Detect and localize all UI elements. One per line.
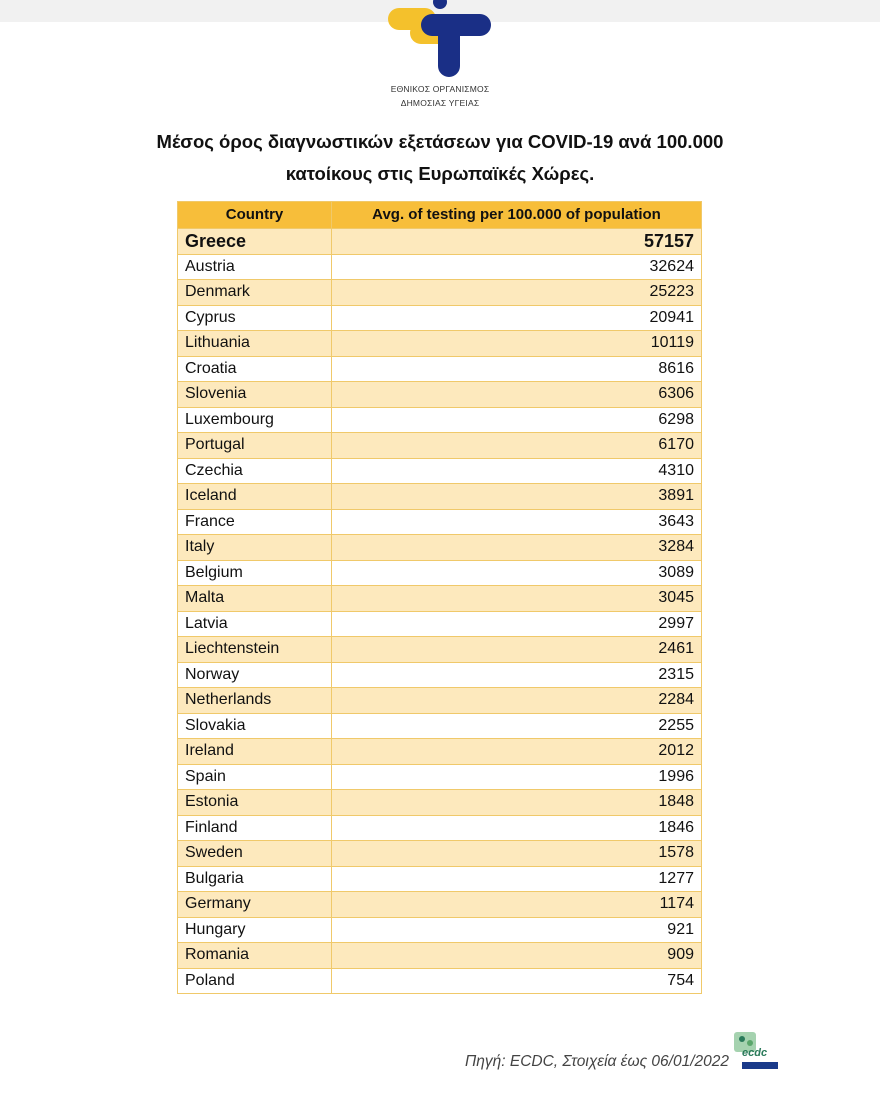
table-row <box>178 331 702 357</box>
country-cell: Slovenia <box>178 382 332 408</box>
testing-value-cell: 2284 <box>332 688 702 714</box>
country-cell: Lithuania <box>178 331 332 357</box>
table-row <box>178 382 702 408</box>
testing-value-cell: 6306 <box>332 382 702 408</box>
table-row <box>178 943 702 969</box>
table-row <box>178 356 702 382</box>
testing-value-cell: 921 <box>332 917 702 943</box>
eody-logo <box>380 0 500 82</box>
testing-value-cell: 754 <box>332 968 702 994</box>
country-cell: Spain <box>178 764 332 790</box>
testing-value-cell: 6170 <box>332 433 702 459</box>
testing-value-cell: 2315 <box>332 662 702 688</box>
table-row <box>178 841 702 867</box>
testing-value-cell: 3643 <box>332 509 702 535</box>
table-row <box>178 764 702 790</box>
table-row <box>178 815 702 841</box>
country-cell: Slovakia <box>178 713 332 739</box>
country-cell: Poland <box>178 968 332 994</box>
country-cell: Germany <box>178 892 332 918</box>
country-cell: Belgium <box>178 560 332 586</box>
testing-value-cell: 20941 <box>332 305 702 331</box>
testing-value-cell: 1277 <box>332 866 702 892</box>
testing-value-cell: 1578 <box>332 841 702 867</box>
country-cell: Austria <box>178 254 332 280</box>
logo-dot <box>433 0 447 9</box>
testing-value-cell: 3284 <box>332 535 702 561</box>
column-header-avg-testing: Avg. of testing per 100.000 of population <box>332 202 702 229</box>
table-row <box>178 433 702 459</box>
country-cell: Liechtenstein <box>178 637 332 663</box>
table-row <box>178 586 702 612</box>
testing-value-cell: 909 <box>332 943 702 969</box>
country-cell: Finland <box>178 815 332 841</box>
testing-value-cell: 57157 <box>332 229 702 255</box>
table-row <box>178 560 702 586</box>
testing-value-cell: 2012 <box>332 739 702 765</box>
testing-value-cell: 1848 <box>332 790 702 816</box>
country-cell: Greece <box>178 229 332 255</box>
table-row <box>178 229 702 255</box>
testing-value-cell: 3089 <box>332 560 702 586</box>
table-header-row <box>178 202 702 229</box>
table-row <box>178 968 702 994</box>
org-name-line1: ΕΘΝΙΚΟΣ ΟΡΓΑΝΙΣΜΟΣ <box>390 84 490 94</box>
page-title-line1: Μέσος όρος διαγνωστικών εξετάσεων για COVID-19 ανά 100.000 <box>156 131 724 152</box>
table-row <box>178 713 702 739</box>
testing-value-cell: 10119 <box>332 331 702 357</box>
country-cell: Malta <box>178 586 332 612</box>
table-row <box>178 917 702 943</box>
country-cell: Luxembourg <box>178 407 332 433</box>
country-cell: Czechia <box>178 458 332 484</box>
table-row <box>178 305 702 331</box>
country-cell: Cyprus <box>178 305 332 331</box>
country-cell: Romania <box>178 943 332 969</box>
country-cell: Hungary <box>178 917 332 943</box>
table-row <box>178 790 702 816</box>
table-row <box>178 637 702 663</box>
logo-blue-shape <box>421 14 491 77</box>
table-row <box>178 662 702 688</box>
testing-value-cell: 1996 <box>332 764 702 790</box>
table-row <box>178 535 702 561</box>
source-note: Πηγή: ECDC, Στοιχεία έως 06/01/2022 <box>465 1053 729 1070</box>
table-row <box>178 458 702 484</box>
table-row <box>178 739 702 765</box>
testing-value-cell: 1174 <box>332 892 702 918</box>
country-cell: Portugal <box>178 433 332 459</box>
table-row <box>178 866 702 892</box>
table-row <box>178 280 702 306</box>
testing-value-cell: 2461 <box>332 637 702 663</box>
testing-value-cell: 2997 <box>332 611 702 637</box>
testing-value-cell: 2255 <box>332 713 702 739</box>
country-cell: France <box>178 509 332 535</box>
country-cell: Denmark <box>178 280 332 306</box>
testing-value-cell: 8616 <box>332 356 702 382</box>
country-cell: Ireland <box>178 739 332 765</box>
testing-value-cell: 1846 <box>332 815 702 841</box>
table-row <box>178 509 702 535</box>
testing-value-cell: 32624 <box>332 254 702 280</box>
testing-value-cell: 6298 <box>332 407 702 433</box>
table-row <box>178 611 702 637</box>
country-cell: Latvia <box>178 611 332 637</box>
table-row <box>178 254 702 280</box>
column-header-country: Country <box>178 202 332 229</box>
country-cell: Italy <box>178 535 332 561</box>
country-cell: Croatia <box>178 356 332 382</box>
testing-value-cell: 3045 <box>332 586 702 612</box>
country-cell: Estonia <box>178 790 332 816</box>
country-cell: Iceland <box>178 484 332 510</box>
testing-value-cell: 3891 <box>332 484 702 510</box>
country-cell: Bulgaria <box>178 866 332 892</box>
table-row <box>178 688 702 714</box>
page-title-line2: κατοίκους στις Ευρωπαϊκές Χώρες. <box>285 163 595 184</box>
org-name-line2: ΔΗΜΟΣΙΑΣ ΥΓΕΙΑΣ <box>400 98 480 108</box>
table-row <box>178 892 702 918</box>
table-row <box>178 484 702 510</box>
testing-value-cell: 4310 <box>332 458 702 484</box>
country-cell: Sweden <box>178 841 332 867</box>
country-cell: Netherlands <box>178 688 332 714</box>
country-cell: Norway <box>178 662 332 688</box>
ecdc-logo-text: ecdc <box>742 1047 768 1059</box>
testing-value-cell: 25223 <box>332 280 702 306</box>
testing-table <box>177 201 702 994</box>
table-row <box>178 407 702 433</box>
